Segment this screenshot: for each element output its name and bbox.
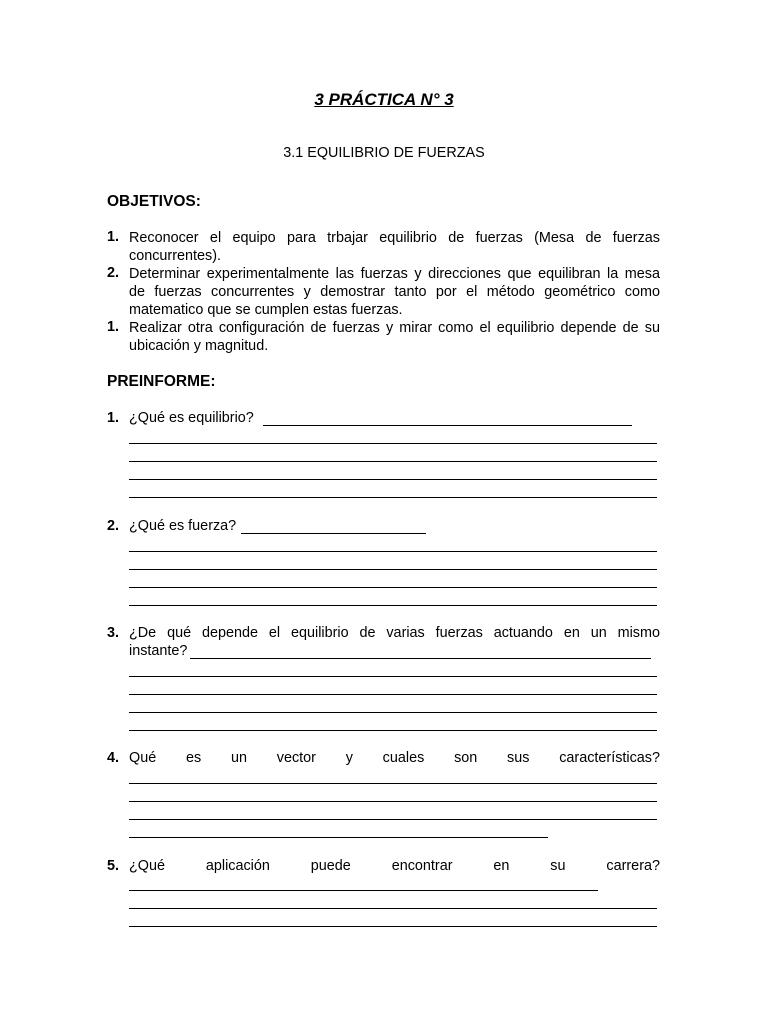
objetivo-text: Reconocer el equipo para trbajar equilibrio de fuerzas (Mesa de fuerzas: [129, 230, 660, 246]
objetivo-text: de fuerzas concurrentes y demostrar tanto por el método geométrico como: [129, 284, 660, 300]
question-number: 5.: [107, 858, 120, 874]
question-text: ¿Qué aplicación puede encontrar en su carrera?: [129, 858, 660, 874]
answer-line[interactable]: [129, 801, 657, 802]
answer-line[interactable]: [129, 694, 657, 695]
objetivo-number: 1.: [107, 229, 120, 245]
objetivo-number: 1.: [107, 319, 120, 335]
answer-line[interactable]: [241, 533, 426, 534]
objetivo-text: Determinar experimentalmente las fuerzas y direcciones que equilibran la mesa: [129, 266, 660, 282]
answer-line[interactable]: [129, 712, 657, 713]
answer-line[interactable]: [129, 908, 657, 909]
question-number: 4.: [107, 750, 120, 766]
question-text: ¿De qué depende el equilibrio de varias fuerzas actuando en un mismo: [129, 625, 660, 641]
answer-line[interactable]: [129, 783, 657, 784]
question-number: 1.: [107, 410, 120, 426]
answer-line[interactable]: [129, 730, 657, 731]
answer-line[interactable]: [129, 890, 598, 891]
question-number: 3.: [107, 625, 120, 641]
objetivo-text: ubicación y magnitud.: [129, 338, 269, 354]
objetivo-text: matematico que se cumplen estas fuerzas.: [129, 302, 403, 318]
objetivo-text: Realizar otra configuración de fuerzas y mirar como el equilibrio depende de su: [129, 320, 660, 336]
answer-line[interactable]: [129, 837, 548, 838]
question-text: Qué es un vector y cuales son sus características?: [129, 750, 660, 766]
answer-line[interactable]: [129, 479, 657, 480]
page-title: 3 PRÁCTICA N° 3: [314, 90, 454, 109]
answer-line[interactable]: [129, 569, 657, 570]
answer-line[interactable]: [263, 425, 632, 426]
question-text: ¿Qué es equilibrio?: [129, 410, 254, 426]
answer-line[interactable]: [129, 461, 657, 462]
question-text: instante?: [129, 643, 188, 659]
answer-line[interactable]: [129, 497, 657, 498]
objetivos-heading: OBJETIVOS:: [107, 193, 201, 210]
answer-line[interactable]: [129, 676, 657, 677]
question-text: ¿Qué es fuerza?: [129, 518, 237, 534]
answer-line[interactable]: [190, 658, 651, 659]
answer-line[interactable]: [129, 819, 657, 820]
question-number: 2.: [107, 518, 120, 534]
section-subtitle: 3.1 EQUILIBRIO DE FUERZAS: [283, 145, 485, 161]
answer-line[interactable]: [129, 443, 657, 444]
preinforme-heading: PREINFORME:: [107, 373, 216, 390]
answer-line[interactable]: [129, 551, 657, 552]
objetivo-number: 2.: [107, 265, 120, 281]
answer-line[interactable]: [129, 926, 657, 927]
answer-line[interactable]: [129, 605, 657, 606]
answer-line[interactable]: [129, 587, 657, 588]
objetivo-text: concurrentes).: [129, 248, 221, 264]
